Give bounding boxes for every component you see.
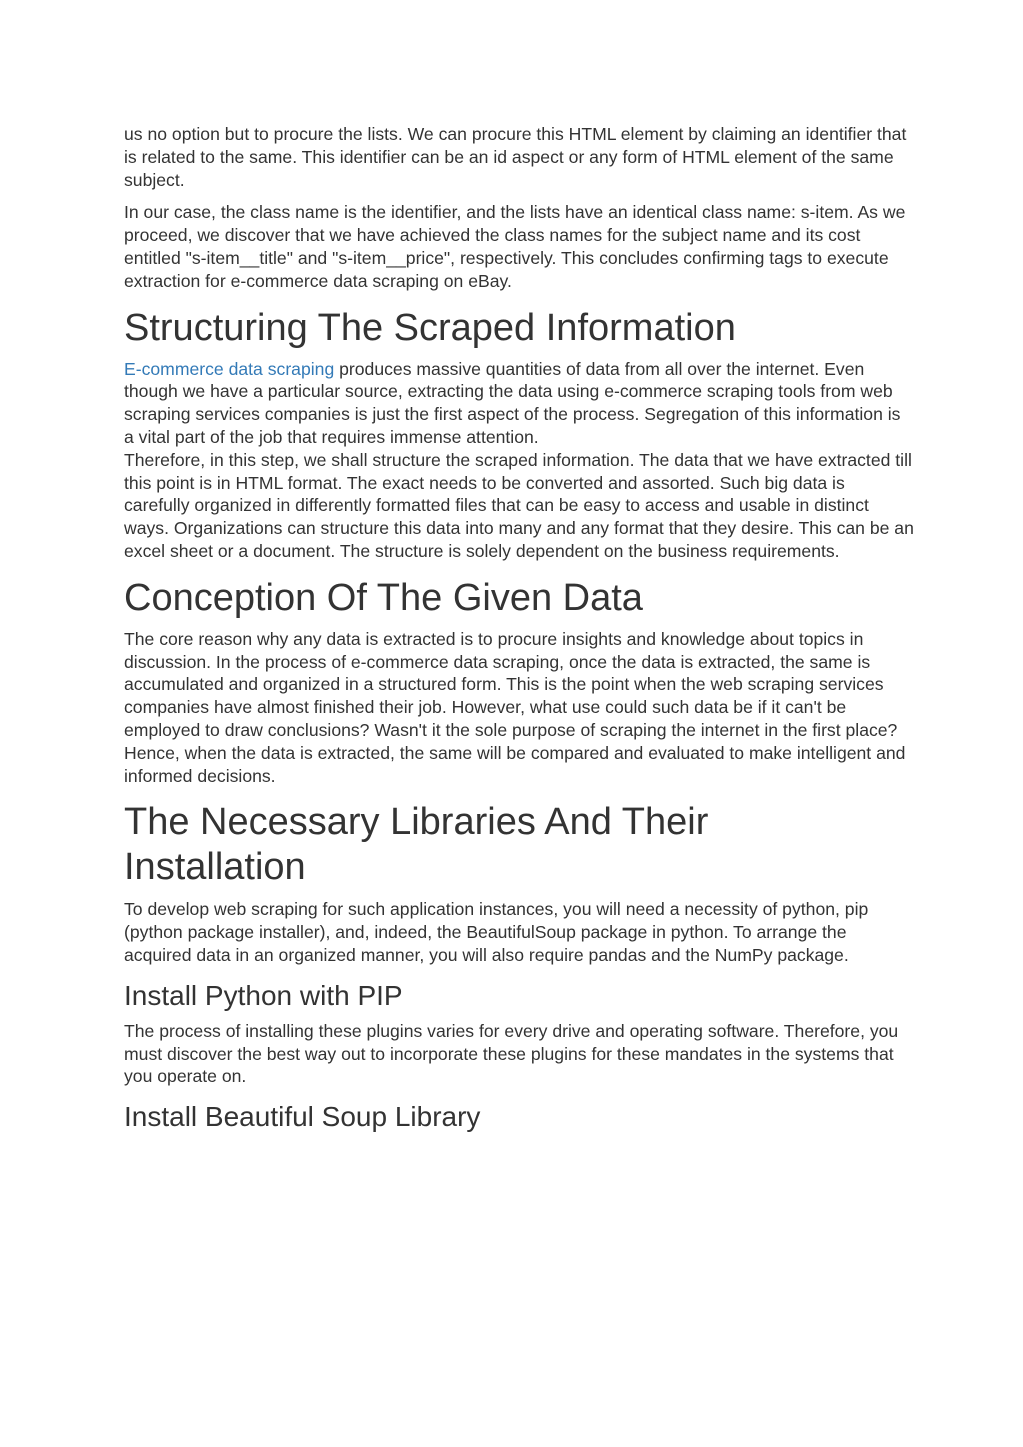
ecommerce-data-scraping-link[interactable]: E-commerce data scraping — [124, 358, 335, 379]
intro-paragraph-2: In our case, the class name is the identifier, and the lists have an identical class name: s-item. As we proceed, we discover that we have achieved the class names for the subject name and its cost entitled "s-item__title" and "s-item__price", respectively. This concludes confirming tags to execute extraction for e-commerce data scraping on eBay. — [124, 202, 906, 291]
section-heading-libraries — [124, 800, 914, 890]
structuring-paragraph-2: Therefore, in this step, we shall structure the scraped information. The data that we have extracted till this point is in HTML format. The exact needs to be converted and assorted. Such big data is carefully organized in differently formatted files that can be easy to access and usable in distinct ways. Organizations can structure this data into many and any format that they desire. This can be an excel sheet or a document. The structure is solely dependent on the business requirements. — [124, 449, 914, 561]
section-heading-libraries-line-2: Installation — [124, 846, 306, 889]
section-heading-structuring: Structuring The Scraped Information — [124, 306, 736, 349]
libraries-paragraph-1: To develop web scraping for such application instances, you will need a necessity of python, pip (python package installer), and, indeed, the BeautifulSoup package in python. To arrange the acquired data in an organized manner, you will also require pandas and the NumPy package. — [124, 899, 869, 965]
install-python-paragraph-1: The process of installing these plugins varies for every drive and operating software. Therefore, you must discover the best way out to incorporate these plugins for these mandates in the systems that you operate on. — [124, 1020, 899, 1087]
section-heading-conception: Conception Of The Given Data — [124, 576, 643, 619]
subheading-install-python: Install Python with PIP — [124, 979, 403, 1011]
document-page — [124, 123, 914, 1141]
structuring-paragraph-1 — [124, 358, 914, 449]
section-heading-libraries-line-1: The Necessary Libraries And Their — [124, 801, 709, 844]
intro-paragraph-1: us no option but to procure the lists. We can procure this HTML element by claiming an identifier that is related to the same. This identifier can be an id aspect or any form of HTML element of the same subject. — [124, 124, 907, 190]
structuring-paragraph-1-text: produces massive quantities of data from all over the internet. Even though we have a particular source, extracting the data using e-commerce scraping tools from web scraping services companies is just the first aspect of the process. Segregation of this information is a vital part of the job that requires immense attention. — [124, 358, 901, 447]
subheading-install-beautiful-soup: Install Beautiful Soup Library — [124, 1101, 481, 1133]
conception-paragraph-1: The core reason why any data is extracted is to procure insights and knowledge about topics in discussion. In the process of e-commerce data scraping, once the data is extracted, the same is accumulated and organized in a structured form. This is the point when the web scraping services companies have almost finished their job. However, what use could such data be if it can't be employed to draw conclusions? Wasn't it the sole purpose of scraping the internet in the first place? Hence, when the data is extracted, the same will be compared and evaluated to make intelligent and informed decisions. — [124, 628, 906, 786]
